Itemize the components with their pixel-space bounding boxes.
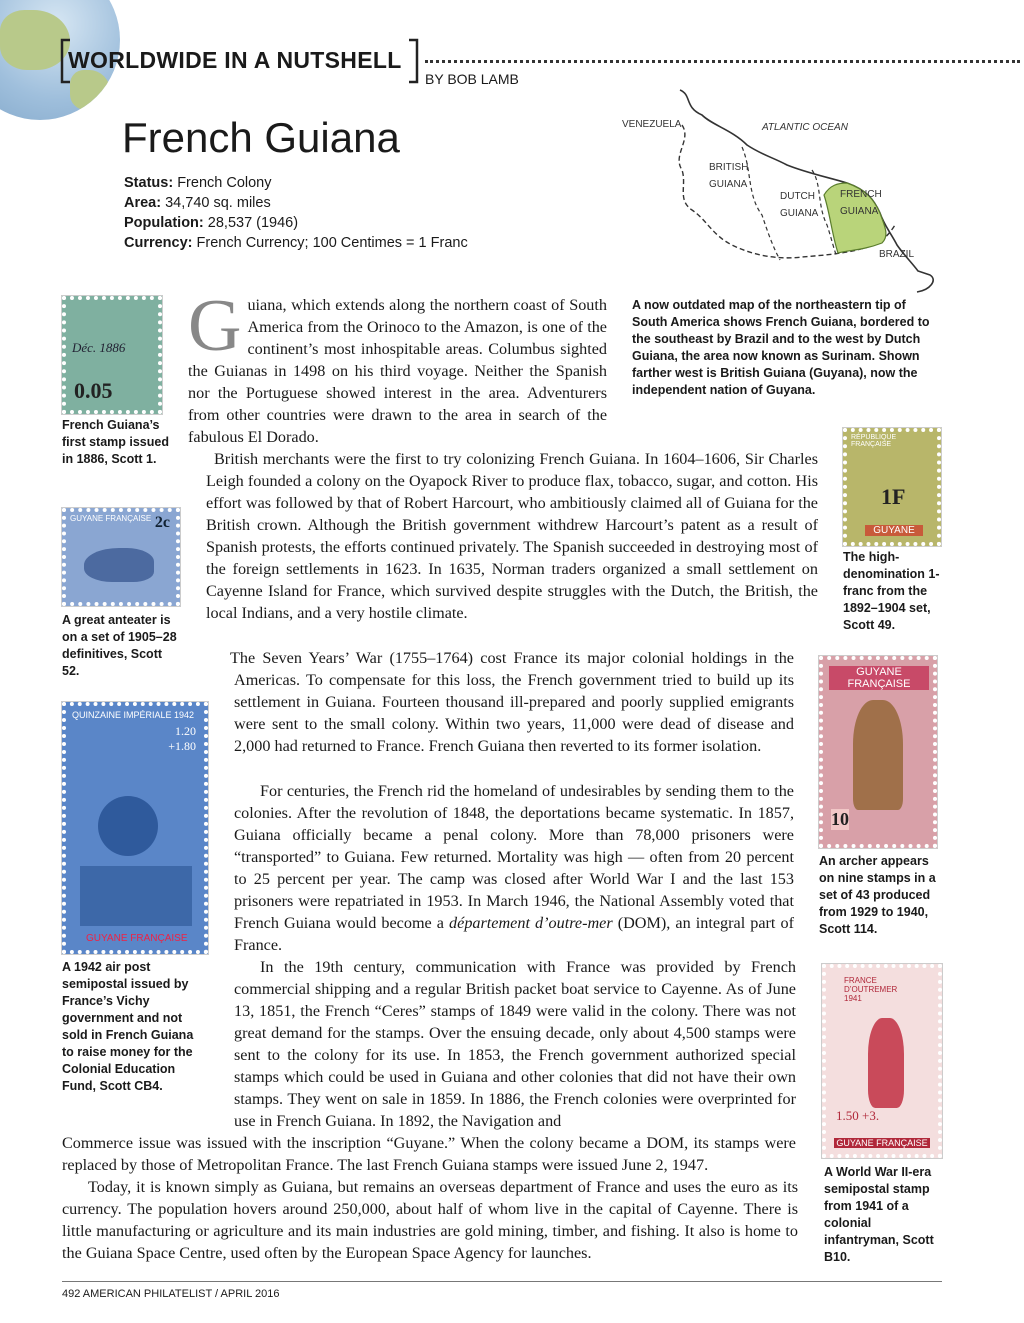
body-paragraph-5-continued: Commerce issue was issued with the inscription “Guyane.” When the colony became a DOM, its stamps were replaced by those of Metropolitan France. The last French Guiana stamps were issued June 2, 1947. <box>62 1134 796 1174</box>
stamp-denomination: 1.50 +3. <box>836 1108 880 1123</box>
stamp-denomination: 10 <box>831 809 849 829</box>
anteater-figure <box>84 548 154 582</box>
stamp-caption-scott-114: An archer appears on nine stamps in a set of 43 produced from 1929 to 1940, Scott 114. <box>819 854 936 936</box>
infantryman-figure <box>868 1018 904 1108</box>
map-label-dutch-1: DUTCH <box>780 191 815 202</box>
stamp-inscription: RÉPUBLIQUE FRANÇAISE <box>851 434 897 448</box>
stamp-scott-114 <box>819 656 937 848</box>
stamp-scott-1 <box>62 296 162 414</box>
body-paragraph-5: In the 19th century, communication with France was provided by French commercial shipping and a regular British packet boat service to Cayenne. As of June 13, 1851, the French “Ceres” stamps of 1849 were valid in the colony. There was not great demand for the stamps. Over the ensuing decade, only about 4,500 stamps were sent to the colony for its use. In 1853, the French government authorized special stamps which could be used in Guiana and other colonies that did not have their own stamps. They went on sale in 1859. In 1886, the French colonies were overprinted for use in French Guiana. In 1892, the Navigation and <box>234 958 796 1130</box>
stamp-denomination: 1F <box>881 484 906 509</box>
stamp-inscription: GUYANE FRANÇAISE <box>70 514 152 523</box>
globe-land <box>70 70 110 110</box>
page-footer: 492 AMERICAN PHILATELIST / APRIL 2016 <box>62 1288 280 1300</box>
byline: BY BOB LAMB <box>425 71 519 87</box>
archer-figure <box>853 700 903 810</box>
map-label-french-1: FRENCH <box>840 189 882 200</box>
stamp-scott-52 <box>62 508 180 606</box>
drop-cap: G <box>188 285 242 367</box>
stamp-overprint-value: 0.05 <box>74 378 113 403</box>
stamp-caption-scott-1: French Guiana’s first stamp issued in 1886, Scott 1. <box>62 418 169 466</box>
body-paragraph-4: For centuries, the French rid the homeland of undesirables by sending them to the colonies. After the revolution of 1848, the deportations became systematic. In 1857, Guiana officially became a penal colony. More than 78,000 prisoners were “transported” to Guiana. Few returned. Mortality was high — often from 20 percent to 25 percent per year. The camp was closed after World War I and the last 153 prisoners were repatriated in 1953. In March 1946, the National Assembly voted that French Guiana would become a département d’outre-mer (DOM), an integral part of France. <box>234 782 794 954</box>
map-label-dutch-2: GUIANA <box>780 208 819 219</box>
body-paragraph-2: British merchants were the first to try colonizing French Guiana. In 1604–1606, Sir Charles Leigh founded a colony on the Oyapock River to produce flax, tobacco, sugar, and cotton. His effort was followed by that of Robert Harcourt, who ambitiously claimed all of Guiana for the British crown. Although the British government withdrew Harcourt’s patent as a result of Spanish protests, the efforts continued privately. The Spanish succeeded in destroying most of the foreign settlements in 1623. In 1635, Norman traders organized a small settlement on Cayenne Island for France, which survived despite struggles with the Dutch, the British, the local Indians, and a very hostile climate. <box>206 450 818 622</box>
body-paragraph-3: The Seven Years’ War (1755–1764) cost France its major colonial holdings in the Americas. To compensate for this loss, the French government tried to build up its settlement in Guiana. Fourteen thousand ill-prepared and poorly supplied emigrants were sent to the small colony. Within two years, 11,000 were dead of disease and 2,000 had returned to France. French Guiana then reverted to its former isolation. <box>230 649 794 755</box>
stamp-inscription: QUINZAINE IMPÉRIALE 1942 <box>72 710 195 720</box>
stamp-overprint-date: Déc. 1886 <box>72 340 126 355</box>
fact-status: Status: French Colony <box>124 175 272 191</box>
map-label-atlantic: ATLANTIC OCEAN <box>762 122 848 133</box>
stamp-caption-scott-49: The high-denomination 1-franc from the 1892–1904 set, Scott 49. <box>843 550 940 632</box>
header-dotted-rule <box>425 60 1020 63</box>
stamp-caption-scott-cb4: A 1942 air post semipostal issued by France’s Vichy government and not sold in French Guiana to raise money for the Colonial Education Fund, Scott CB4. <box>62 960 194 1093</box>
stamp-country: GUYANE FRANÇAISE <box>834 1138 930 1148</box>
page-title: French Guiana <box>122 114 400 161</box>
stamp-country: GUYANE FRANÇAISE <box>86 933 188 944</box>
map-caption: A now outdated map of the northeastern tip of South America shows French Guiana, bordered to the southeast by Brazil and to the west by Dutch Guiana, the area now known as Surinam. Shown farther west is British Guiana (Guyana), now the independent nation of Guyana. <box>632 298 930 397</box>
stamp-caption-scott-b10: A World War II-era semipostal stamp from 1941 of a colonial infantryman, Scott B10. <box>824 1165 934 1264</box>
student-figure <box>98 796 158 856</box>
fact-area: Area: 34,740 sq. miles <box>124 195 271 211</box>
map-label-french-2: GUIANA <box>840 206 879 217</box>
map-label-british-1: BRITISH <box>709 162 749 173</box>
stamp-country: GUYANE <box>865 525 923 536</box>
fact-population: Population: 28,537 (1946) <box>124 215 299 231</box>
stamp-denomination: 1.20 +1.80 <box>168 724 196 753</box>
stamp-scott-cb4 <box>62 702 208 954</box>
stamp-inscription: FRANCE D’OUTREMER 1941 <box>844 976 898 1003</box>
footer-rule <box>62 1281 942 1282</box>
stamp-caption-scott-52: A great anteater is on a set of 1905–28 definitives, Scott 52. <box>62 613 177 678</box>
map-label-british-2: GUIANA <box>709 179 748 190</box>
map-label-brazil: BRAZIL <box>879 249 915 260</box>
map-label-venezuela: VENEZUELA <box>622 119 682 130</box>
stamp-inscription: GUYANE FRANÇAISE <box>829 666 929 690</box>
fact-currency: Currency: French Currency; 100 Centimes = 1 Franc <box>124 235 468 251</box>
student-desk <box>80 866 192 926</box>
stamp-scott-49 <box>843 428 941 546</box>
body-paragraph-1: Guiana, which extends along the northern coast of South America from the Orinoco to the Amazon, is one of the continent’s most inhospitable areas. Columbus sighted the Guianas in 1498 on his third voyage. Neither the Spanish nor the Portuguese showed interest in the area. Adventurers from other countries were drawn to the area in search of the fabulous El Dorado. <box>188 285 607 446</box>
stamp-scott-b10 <box>822 964 942 1158</box>
body-paragraph-6: Today, it is known simply as Guiana, but remains an overseas department of France and uses the euro as its currency. The population hovers around 250,000, about half of whom live in the capital of Cayenne. There is little manufacturing or agriculture and its main industries are gold mining, timber, and fishing. It also is home to the Guiana Space Centre, used often by the European Space Agency for launches. <box>62 1178 798 1262</box>
guiana-map <box>612 85 947 300</box>
section-title: WORLDWIDE IN A NUTSHELL <box>68 47 402 73</box>
country-facts <box>124 173 468 253</box>
right-bracket-icon <box>405 38 421 84</box>
stamp-denomination: 2c <box>154 514 170 531</box>
